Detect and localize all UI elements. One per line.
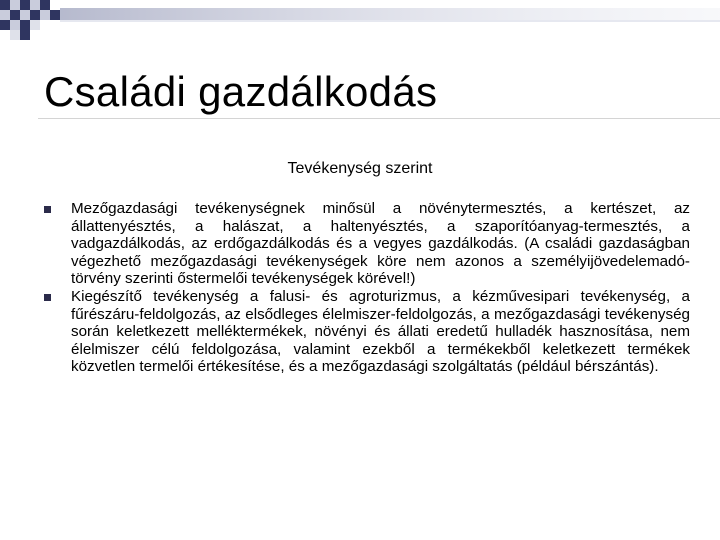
bullet-text: Mezőgazdasági tevékenységnek minősül a növénytermesztés, a kertészet, az állattenyésztés, a halászat, a haltenyésztés, a szaporítóanyag-termesztés, a vadgazdálkodás, az erdőgazdálkodás és a vegyes gazdálkodás. (A családi gazdaságban végezhető mezőgazdasági tevékenységek köre nem azonos a személyijövedelemadó- törvény szerinti őstermelői tevékenységek körével!)	[71, 200, 690, 288]
checker-header-decoration	[0, 0, 720, 40]
square-bullet-icon	[44, 294, 51, 301]
bullet-list	[44, 200, 690, 376]
bullet-text: Kiegészítő tevékenység a falusi- és agroturizmus, a kézművesipari tevékenység, a fűrészáru-feldolgozás, az elsődleges élelmiszer-feldolgozás, a mezőgazdasági tevékenység során keletkezett melléktermékek, növényi és állati eredetű hulladék hasznosítása, nem élelmiszer célú feldolgozása, valamint ezekből a termékekből keletkezett termékek közvetlen termelői értékesítése, és a mezőgazdasági szolgáltatás (például bérszántás).	[71, 287, 690, 376]
title-divider	[38, 118, 720, 119]
bullet-item-supplementary-activity	[44, 288, 690, 376]
bullet-item-main-activity	[44, 200, 690, 288]
slide-title: Családi gazdálkodás	[44, 68, 438, 115]
square-bullet-icon	[44, 206, 51, 213]
slide-subtitle: Tevékenység szerint	[287, 160, 433, 177]
